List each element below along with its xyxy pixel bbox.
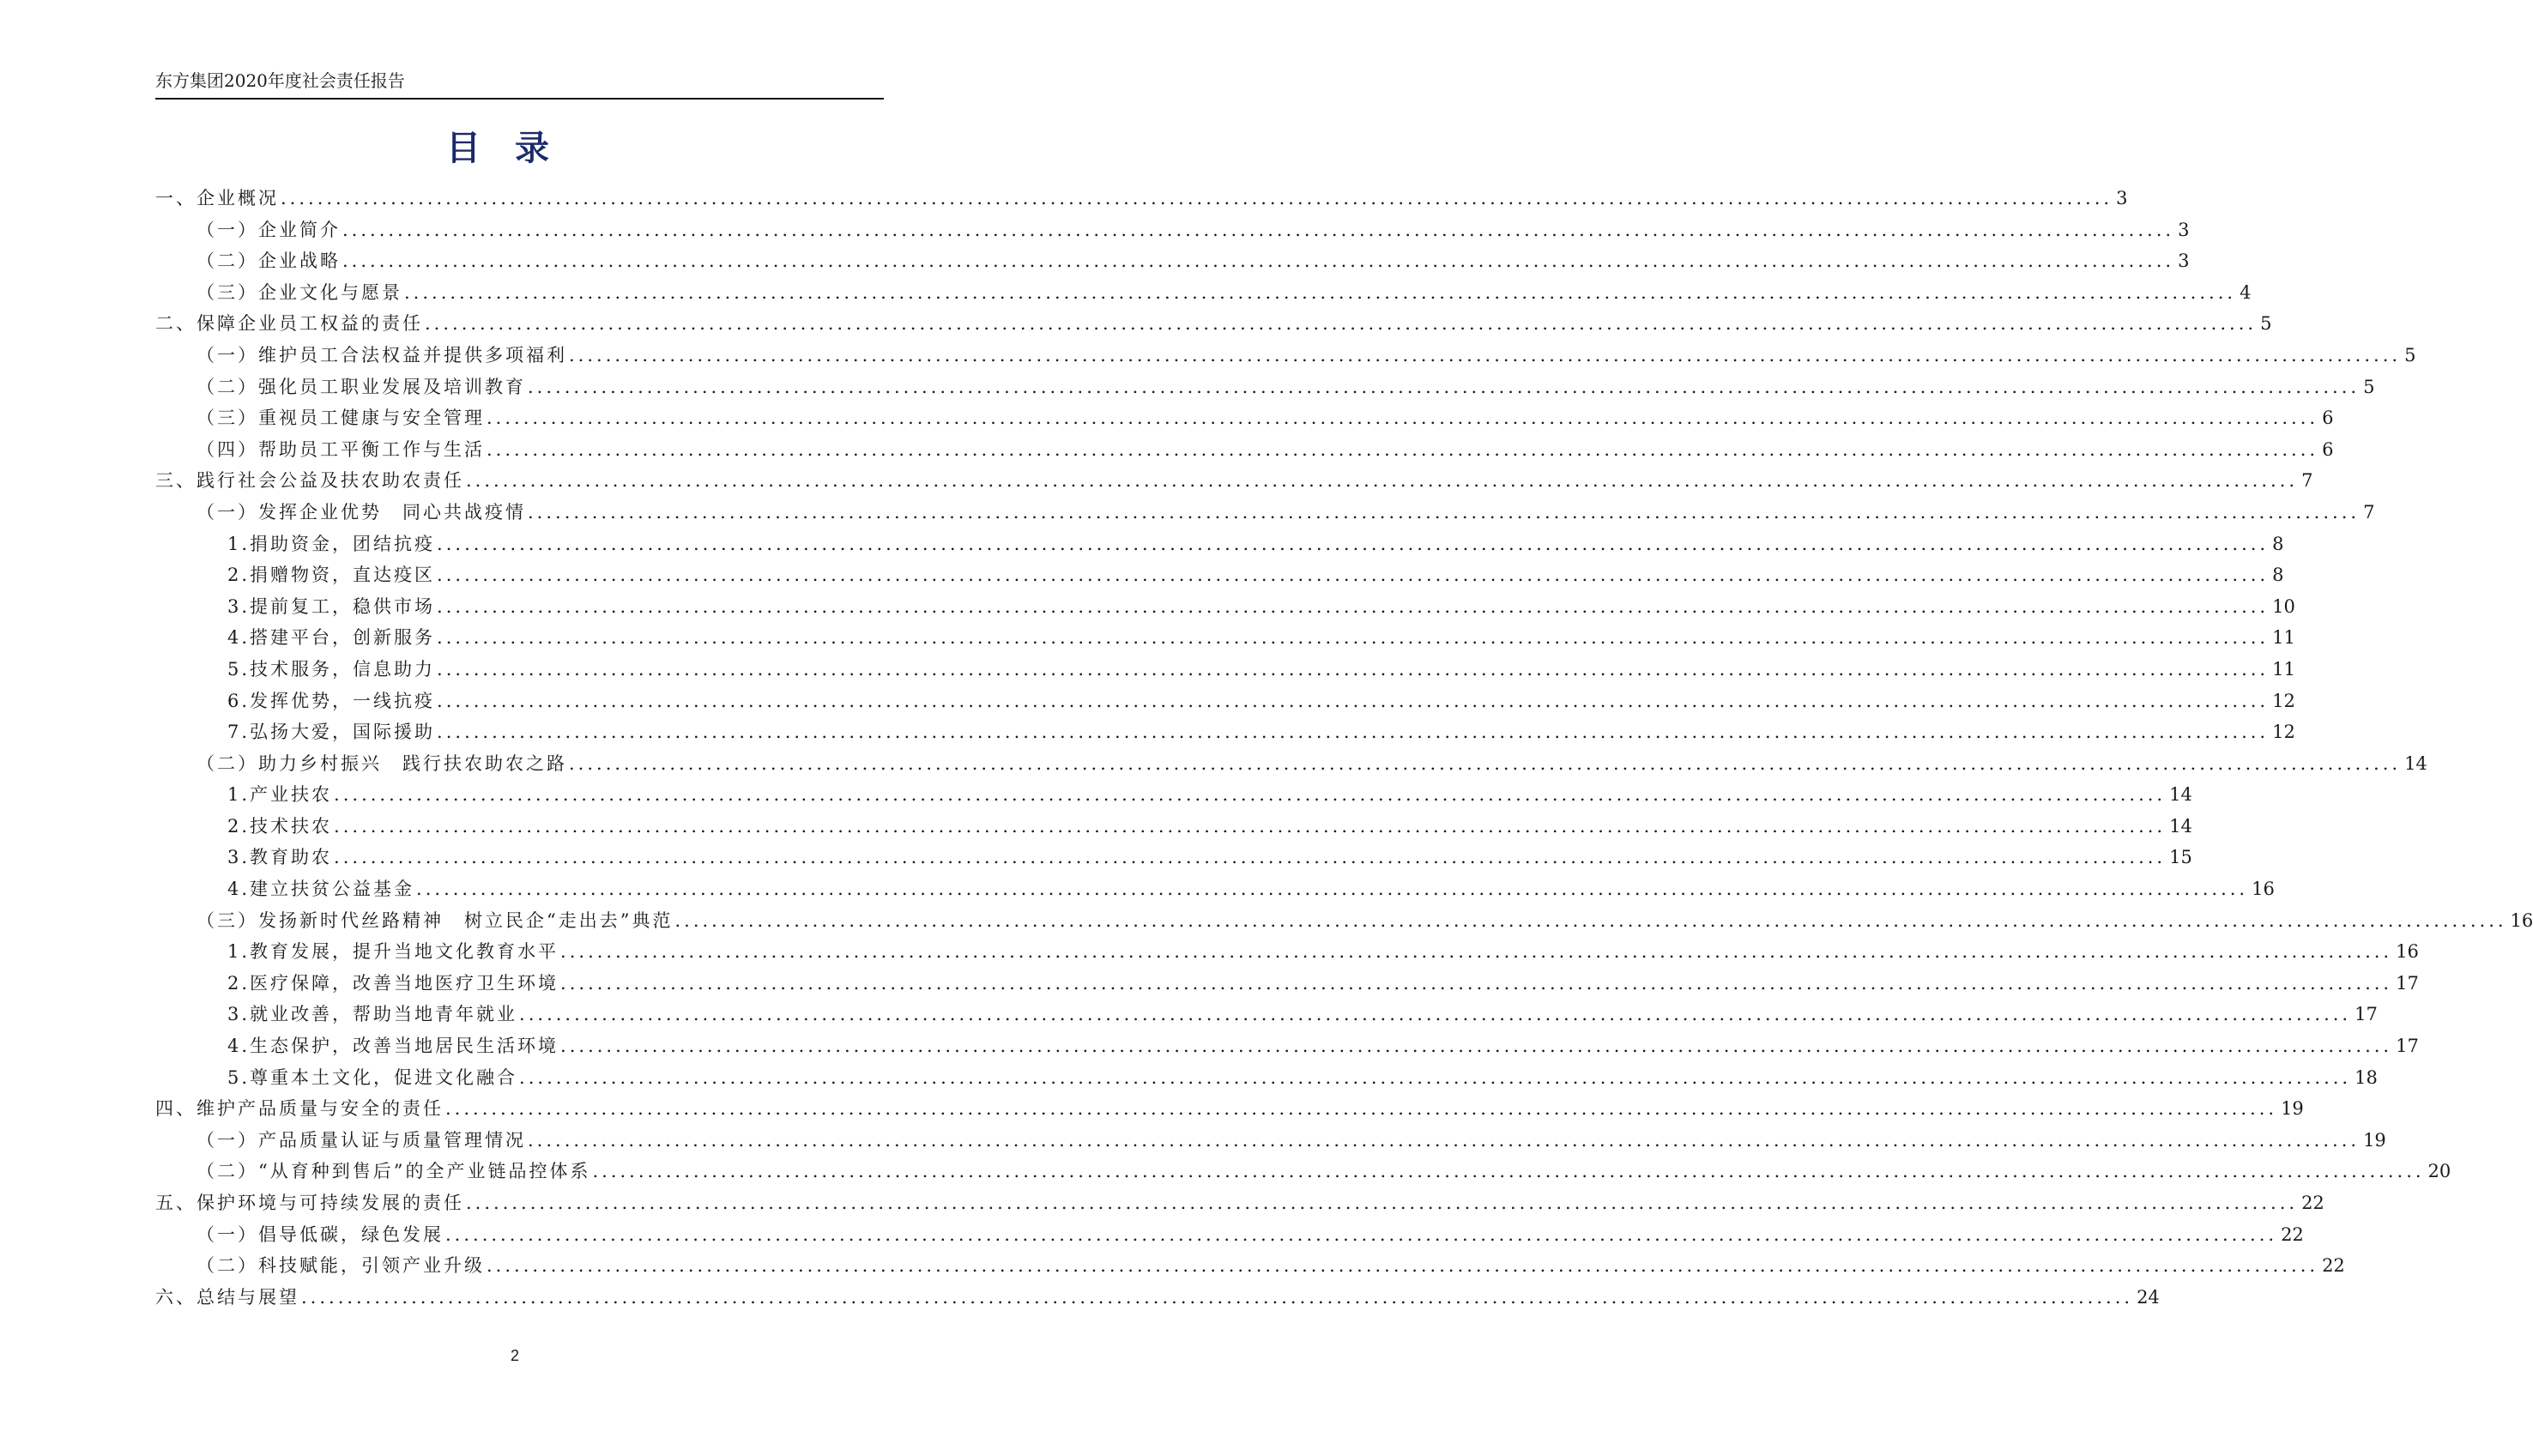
toc-entry-page: 14	[2169, 784, 2192, 806]
toc-entry-page: 18	[2355, 1066, 2378, 1088]
toc-entry-label: （二）科技赋能，引领产业升级	[196, 1255, 485, 1277]
toc-dot-leader: ........................................................................................................................................................................................................	[342, 251, 2175, 272]
toc-dot-leader: ........................................................................................................................................................................................................	[437, 690, 2270, 711]
toc-dot-leader: ........................................................................................................................................................................................................	[569, 752, 2402, 774]
toc-entry[interactable]	[155, 654, 2295, 686]
toc-dot-leader: ........................................................................................................................................................................................................	[569, 344, 2402, 366]
table-of-contents	[155, 183, 2533, 1313]
toc-dot-leader: ........................................................................................................................................................................................................	[404, 281, 2237, 303]
toc-entry-label: （四）帮助员工平衡工作与生活	[196, 438, 485, 460]
toc-entry[interactable]	[155, 245, 2190, 277]
toc-entry-page: 7	[2363, 501, 2375, 523]
toc-entry-label: 2.技术扶农	[227, 815, 333, 837]
toc-dot-leader: ........................................................................................................................................................................................................	[437, 533, 2270, 554]
toc-dot-leader: ........................................................................................................................................................................................................	[560, 972, 2393, 994]
toc-dot-leader: ........................................................................................................................................................................................................	[342, 219, 2175, 240]
toc-entry-label: 二、保障企业员工权益的责任	[155, 313, 423, 335]
toc-entry-page: 15	[2169, 847, 2192, 868]
toc-title: 目录	[446, 128, 583, 168]
toc-entry-page: 10	[2272, 595, 2295, 617]
toc-entry[interactable]	[155, 1125, 2386, 1157]
toc-entry-page: 20	[2427, 1161, 2451, 1182]
toc-entry-page: 8	[2272, 533, 2284, 554]
toc-dot-leader: ........................................................................................................................................................................................................	[281, 188, 2113, 208]
toc-dot-leader: ........................................................................................................................................................................................................	[466, 470, 2299, 492]
toc-entry-label: 三、践行社会公益及扶农助农责任	[155, 470, 464, 492]
toc-entry-label: 2.医疗保障，改善当地医疗卫生环境	[227, 972, 559, 994]
toc-entry-label: 1.产业扶农	[227, 784, 333, 806]
toc-entry-label: （二）“从育种到售后”的全产业链品控体系	[196, 1161, 591, 1182]
toc-entry-page: 5	[2260, 313, 2272, 335]
toc-entry[interactable]	[155, 811, 2192, 843]
toc-entry-label: 3.教育助农	[227, 847, 333, 868]
toc-entry-page: 6	[2322, 408, 2334, 429]
toc-entry-page: 11	[2272, 658, 2295, 680]
toc-dot-leader: ........................................................................................................................................................................................................	[560, 941, 2393, 963]
toc-entry-page: 16	[2510, 909, 2533, 931]
toc-entry-label: （一）倡导低碳，绿色发展	[196, 1223, 444, 1245]
toc-entry[interactable]	[155, 1093, 2304, 1125]
toc-dot-leader: ........................................................................................................................................................................................................	[437, 722, 2270, 743]
toc-dot-leader: ........................................................................................................................................................................................................	[437, 658, 2270, 680]
toc-dot-leader: ........................................................................................................................................................................................................	[334, 815, 2167, 837]
toc-dot-leader: ........................................................................................................................................................................................................	[519, 1066, 2352, 1088]
toc-entry-label: 3.就业改善，帮助当地青年就业	[227, 1004, 518, 1025]
toc-dot-leader: ........................................................................................................................................................................................................	[301, 1286, 2134, 1308]
toc-entry[interactable]	[155, 622, 2295, 654]
toc-entry-page: 22	[2301, 1193, 2324, 1213]
toc-entry-label: （一）维护员工合法权益并提供多项福利	[196, 344, 567, 366]
toc-dot-leader: ........................................................................................................................................................................................................	[334, 784, 2167, 806]
toc-entry[interactable]	[155, 936, 2419, 968]
toc-dot-leader: ........................................................................................................................................................................................................	[334, 847, 2167, 868]
toc-entry-page: 6	[2322, 438, 2334, 460]
toc-entry-label: （三）企业文化与愿景	[196, 281, 402, 303]
toc-entry-label: 六、总结与展望	[155, 1286, 299, 1308]
toc-entry[interactable]	[155, 1062, 2378, 1094]
toc-entry[interactable]	[155, 372, 2375, 403]
toc-entry-page: 22	[2281, 1223, 2304, 1245]
toc-entry-label: 2.捐赠物资，直达疫区	[227, 565, 436, 586]
toc-entry[interactable]	[155, 277, 2252, 309]
toc-entry[interactable]	[155, 1187, 2324, 1219]
toc-dot-leader: ........................................................................................................................................................................................................	[437, 627, 2270, 649]
toc-entry[interactable]	[155, 308, 2272, 340]
toc-entry-label: 4.建立扶贫公益基金	[227, 879, 415, 900]
toc-entry-page: 8	[2272, 565, 2284, 586]
toc-entry-page: 5	[2404, 344, 2416, 366]
toc-entry-label: 1.捐助资金，团结抗疫	[227, 533, 436, 554]
toc-dot-leader: ........................................................................................................................................................................................................	[466, 1193, 2299, 1213]
toc-dot-leader: ........................................................................................................................................................................................................	[519, 1004, 2352, 1025]
page-number: 2	[510, 1347, 519, 1364]
toc-dot-leader: ........................................................................................................................................................................................................	[487, 408, 2319, 429]
toc-dot-leader: ........................................................................................................................................................................................................	[528, 1129, 2361, 1151]
toc-entry[interactable]	[155, 999, 2378, 1030]
toc-entry[interactable]	[155, 214, 2190, 246]
toc-entry-page: 22	[2322, 1255, 2345, 1277]
toc-dot-leader: ........................................................................................................................................................................................................	[445, 1223, 2278, 1245]
toc-entry[interactable]	[155, 1282, 2160, 1314]
toc-entry-page: 5	[2363, 376, 2375, 397]
toc-entry[interactable]	[155, 340, 2416, 372]
toc-entry-page: 17	[2396, 1036, 2419, 1057]
toc-entry-page: 16	[2252, 879, 2275, 900]
toc-entry[interactable]	[155, 686, 2295, 717]
toc-entry-page: 3	[2178, 219, 2190, 240]
toc-entry[interactable]	[155, 1219, 2304, 1251]
toc-entry[interactable]	[155, 905, 2533, 937]
toc-dot-leader: ........................................................................................................................................................................................................	[560, 1036, 2393, 1057]
toc-dot-leader: ........................................................................................................................................................................................................	[528, 376, 2361, 397]
toc-dot-leader: ........................................................................................................................................................................................................	[437, 595, 2270, 617]
toc-entry-label: 3.提前复工，稳供市场	[227, 595, 436, 617]
toc-entry-label: （三）重视员工健康与安全管理	[196, 408, 485, 429]
toc-entry-label: 4.搭建平台，创新服务	[227, 627, 436, 649]
toc-entry[interactable]	[155, 716, 2295, 748]
toc-entry-label: （二）助力乡村振兴 践行扶农助农之路	[196, 752, 567, 774]
toc-entry[interactable]	[155, 559, 2284, 591]
toc-entry[interactable]	[155, 748, 2427, 780]
toc-entry[interactable]	[155, 591, 2295, 623]
toc-entry-page: 14	[2404, 752, 2427, 774]
toc-entry-page: 14	[2169, 815, 2192, 837]
toc-dot-leader: ........................................................................................................................................................................................................	[445, 1098, 2278, 1120]
toc-entry[interactable]	[155, 873, 2275, 905]
toc-entry-label: 5.尊重本土文化，促进文化融合	[227, 1066, 518, 1088]
toc-dot-leader: ........................................................................................................................................................................................................	[487, 438, 2319, 460]
toc-entry[interactable]	[155, 497, 2375, 529]
toc-entry-label: （一）企业简介	[196, 219, 341, 240]
toc-entry[interactable]	[155, 1156, 2451, 1187]
toc-entry-label: 7.弘扬大爱，国际援助	[227, 722, 436, 743]
toc-entry-page: 3	[2116, 188, 2128, 208]
toc-entry-page: 12	[2272, 690, 2295, 711]
toc-entry-page: 12	[2272, 722, 2295, 743]
toc-entry[interactable]	[155, 465, 2313, 497]
toc-entry[interactable]	[155, 183, 2128, 214]
toc-entry[interactable]	[155, 434, 2334, 466]
toc-entry-page: 4	[2240, 281, 2252, 303]
toc-dot-leader: ........................................................................................................................................................................................................	[528, 501, 2361, 523]
toc-entry-page: 19	[2363, 1129, 2386, 1151]
toc-entry[interactable]	[155, 1250, 2345, 1282]
toc-entry[interactable]	[155, 968, 2419, 1000]
toc-entry[interactable]	[155, 1030, 2419, 1062]
toc-dot-leader: ........................................................................................................................................................................................................	[592, 1161, 2425, 1182]
toc-dot-leader: ........................................................................................................................................................................................................	[437, 565, 2270, 586]
toc-entry-label: （一）产品质量认证与质量管理情况	[196, 1129, 526, 1151]
toc-entry-label: （二）企业战略	[196, 251, 341, 272]
toc-dot-leader: ........................................................................................................................................................................................................	[416, 879, 2249, 900]
toc-entry-label: 4.生态保护，改善当地居民生活环境	[227, 1036, 559, 1057]
toc-entry-label: （二）强化员工职业发展及培训教育	[196, 376, 526, 397]
toc-entry-label: 四、维护产品质量与安全的责任	[155, 1098, 444, 1120]
toc-entry-page: 7	[2301, 470, 2313, 492]
toc-entry-page: 17	[2355, 1004, 2378, 1025]
report-title: 东方集团2020年度社会责任报告	[155, 70, 405, 91]
toc-entry-page: 11	[2272, 627, 2295, 649]
toc-dot-leader: ........................................................................................................................................................................................................	[425, 313, 2258, 335]
toc-entry-page: 24	[2137, 1286, 2160, 1308]
toc-entry-page: 16	[2396, 941, 2419, 963]
toc-entry-label: 5.技术服务，信息助力	[227, 658, 436, 680]
toc-entry[interactable]	[155, 779, 2192, 811]
toc-entry-page: 19	[2281, 1098, 2304, 1120]
toc-entry-label: 1.教育发展，提升当地文化教育水平	[227, 941, 559, 963]
toc-entry[interactable]	[155, 402, 2334, 434]
toc-entry-label: 6.发挥优势，一线抗疫	[227, 690, 436, 711]
toc-entry-label: 五、保护环境与可持续发展的责任	[155, 1193, 464, 1213]
toc-entry[interactable]	[155, 842, 2192, 873]
toc-entry-label: （三）发扬新时代丝路精神 树立民企“走出去”典范	[196, 909, 674, 931]
toc-dot-leader: ........................................................................................................................................................................................................	[674, 909, 2507, 931]
report-header	[155, 69, 884, 100]
toc-entry-label: （一）发挥企业优势 同心共战疫情	[196, 501, 526, 523]
toc-entry[interactable]	[155, 529, 2284, 560]
toc-entry-page: 3	[2178, 251, 2190, 272]
toc-entry-label: 一、企业概况	[155, 188, 279, 208]
toc-dot-leader: ........................................................................................................................................................................................................	[487, 1255, 2319, 1277]
toc-entry-page: 17	[2396, 972, 2419, 994]
